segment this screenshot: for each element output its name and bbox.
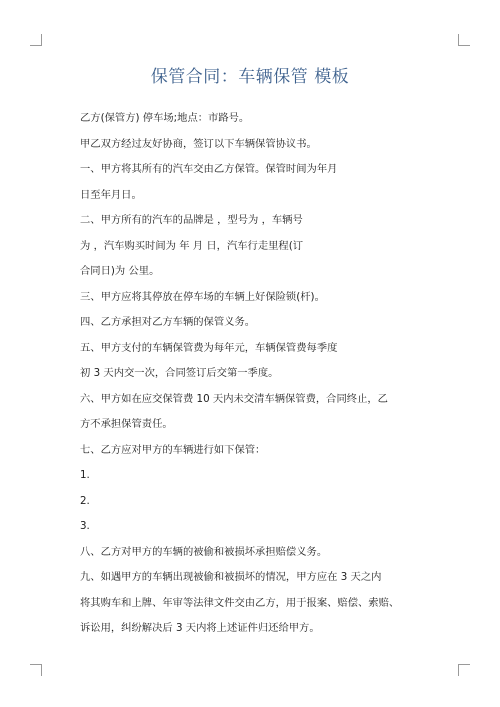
body-line: 七、乙方应对甲方的车辆进行如下保管： — [80, 443, 266, 456]
body-line: 五、甲方支付的车辆保管费为每年元，车辆保管费每季度 — [80, 341, 338, 354]
body-line: 方不承担保管责任。 — [80, 418, 173, 430]
crop-mark-bottom-left — [30, 664, 42, 676]
body-line: 诉讼用，纠纷解决后 3 天内将上述证件归还给甲方。 — [80, 622, 320, 634]
body-line: 日至年月日。 — [80, 188, 142, 201]
crop-mark-top-right — [458, 34, 470, 46]
body-line: 乙方(保管方) 停车场;地点：市路号。 — [80, 112, 250, 124]
body-line: 为 ，汽车购买时间为 年 月 日，汽车行走里程(订 — [80, 239, 304, 252]
body-line: 1. — [80, 469, 90, 481]
body-line: 合同日)为 公里。 — [80, 265, 160, 277]
body-line: 六、甲方如在应交保管费 10 天内未交清车辆保管费，合同终止，乙 — [80, 392, 388, 405]
body-line: 八、乙方对甲方的车辆的被偷和被损坏承担赔偿义务。 — [80, 545, 328, 558]
body-line: 三、甲方应将其停放在停车场的车辆上好保险锁(杆)。 — [80, 290, 325, 303]
body-line: 一、甲方将其所有的汽车交由乙方保管。保管时间为年月 — [80, 163, 338, 175]
body-line: 甲乙双方经过友好协商，签订以下车辆保管协议书。 — [80, 137, 317, 150]
body-line: 二、甲方所有的汽车的品牌是 ，型号为 ，车辆号 — [80, 214, 303, 226]
document-body — [80, 106, 425, 642]
body-line: 四、乙方承担对乙方车辆的保管义务。 — [80, 316, 256, 328]
document-title: 保管合同：车辆保管 模板 — [150, 67, 350, 87]
crop-mark-bottom-right — [458, 664, 470, 676]
body-line: 3. — [80, 520, 90, 532]
crop-mark-top-left — [30, 34, 42, 46]
body-line: 九、如遇甲方的车辆出现被偷和被损坏的情况，甲方应在 3 天之内 — [80, 571, 382, 583]
body-line: 将其购车和上牌、年审等法律文件交由乙方，用于报案、赔偿、索赔、 — [80, 596, 400, 609]
body-line: 初 3 天内交一次，合同签订后交第一季度。 — [80, 367, 279, 379]
body-line: 2. — [80, 494, 90, 507]
